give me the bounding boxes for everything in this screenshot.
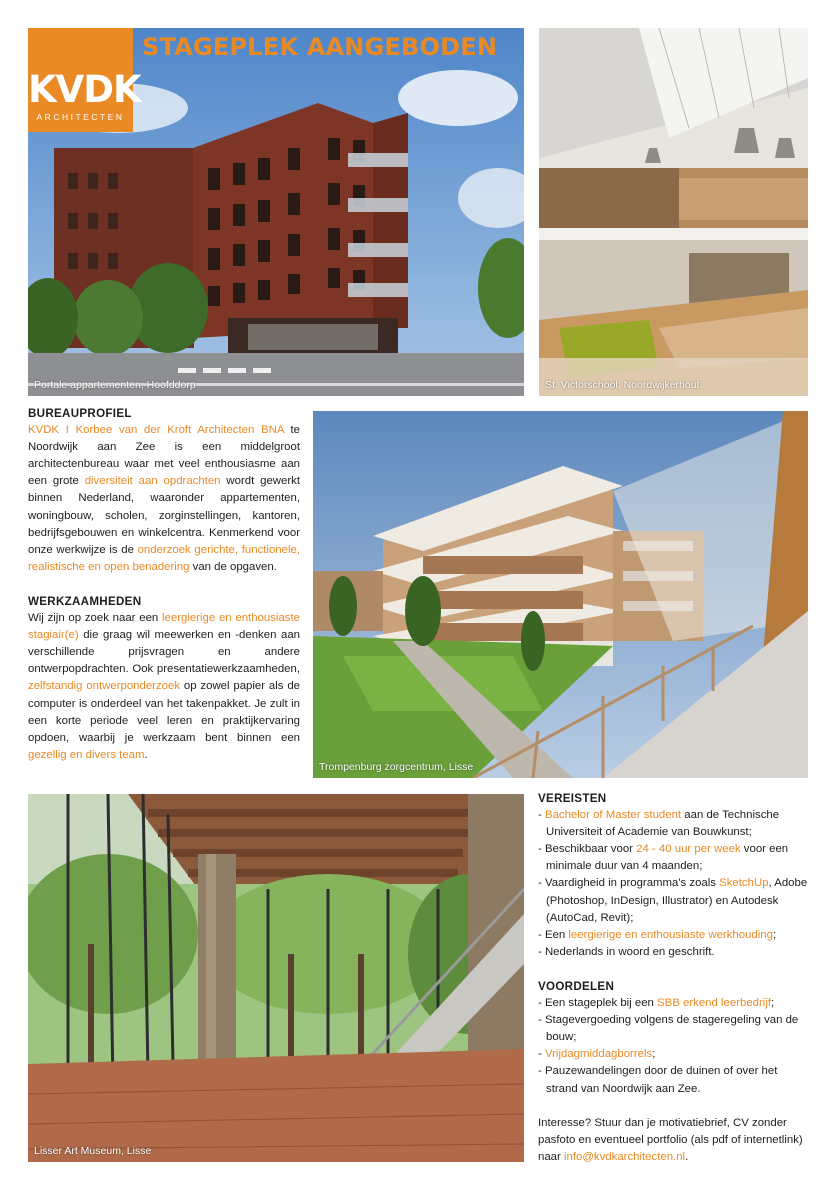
list-item: - Beschikbaar voor 24 - 40 uur per week voor een minimale duur van 4 maanden; bbox=[538, 843, 789, 873]
requirements-list bbox=[538, 807, 810, 961]
logo-text: KVDK bbox=[28, 68, 141, 111]
photo-caption: St. Victorschool, Noordwijkerhout bbox=[545, 379, 700, 391]
list-item: - Pauzewandelingen door de duinen of over het strand van Noordwijk aan Zee. bbox=[538, 1065, 778, 1095]
profile-section bbox=[28, 405, 300, 764]
list-item: - Bachelor of Master student aan de Technische Universiteit of Academie van Bouwkunst; bbox=[538, 809, 780, 839]
logo-subtext: ARCHITECTEN bbox=[36, 112, 125, 122]
requirements-heading: VEREISTEN bbox=[538, 792, 607, 805]
company-name: KVDK I Korbee van der Kroft Architecten BNA bbox=[28, 424, 284, 437]
work-highlight: leergierige en enthousiaste stagiair(e) bbox=[28, 612, 300, 642]
work-highlight: gezellig en divers team bbox=[28, 748, 145, 761]
kvdk-logo bbox=[28, 28, 141, 132]
profile-highlight: onderzoek gerichte, functionele, realistische en open benadering bbox=[28, 543, 300, 573]
requirements-section bbox=[538, 790, 810, 1166]
photo-caption: Trompenburg zorgcentrum, Lisse bbox=[319, 761, 474, 773]
profile-paragraph: KVDK I Korbee van der Kroft Architecten BNA te Noordwijk aan Zee is een middelgroot architectenbureau waar met veel enthousiasme aan een grote diversiteit aan opdrachten wordt gewerkt binnen Nederland, waaronder appartementen, woningbouw, scholen, zorginstellingen, kantoren, bedrijfsgebouwen en winkelcentra. Kenmerkend voor onze werkwijze is de onderzoek gerichte, functionele, realistische en open benadering van de opgaven. bbox=[28, 424, 301, 573]
benefits-heading: VOORDELEN bbox=[538, 979, 615, 993]
photo-caption: Lisser Art Museum, Lisse bbox=[34, 1145, 152, 1157]
profile-highlight: diversiteit aan opdrachten bbox=[84, 475, 221, 488]
email-link[interactable]: info@kvdkarchitecten.nl bbox=[563, 1150, 686, 1163]
list-item: - Vrijdagmiddagborrels; bbox=[538, 1048, 656, 1061]
photo-caption: Portale appartementen, Hoofddorp bbox=[34, 379, 196, 391]
museum-interior-image bbox=[28, 794, 524, 1162]
list-item: - Een stageplek bij een SBB erkend leerbedrijf; bbox=[538, 997, 775, 1010]
contact-paragraph: Interesse? Stuur dan je motivatiebrief, CV zonder pasfoto en eventueel portfolio (als pdf of internetlink) naar info@kvdkarchitecten.nl. bbox=[538, 1116, 803, 1163]
work-heading: WERKZAAMHEDEN bbox=[28, 594, 142, 608]
profile-heading: BUREAUPROFIEL bbox=[28, 407, 132, 420]
list-item: - Nederlands in woord en geschrift. bbox=[538, 945, 715, 958]
list-item: - Stagevergoeding volgens de stageregeling van de bouw; bbox=[538, 1014, 799, 1044]
work-highlight: zelfstandig ontwerponderzoek bbox=[28, 680, 181, 693]
trompenburg-building-image bbox=[313, 411, 808, 778]
photo-lisser-museum bbox=[28, 794, 524, 1162]
list-item: - Een leergierige en enthousiaste werkhouding; bbox=[538, 928, 777, 941]
benefits-list bbox=[538, 995, 810, 1098]
list-item: - Vaardigheid in programma's zoals SketchUp, Adobe (Photoshop, InDesign, Illustrator) en Autodesk (AutoCad, Revit); bbox=[538, 877, 808, 924]
photo-trompenburg bbox=[313, 411, 808, 778]
victorschool-interior-image bbox=[539, 28, 808, 396]
page-headline: STAGEPLEK AANGEBODEN bbox=[142, 33, 498, 61]
photo-victorschool bbox=[539, 28, 808, 396]
work-paragraph: Wij zijn op zoek naar een leergierige en enthousiaste stagiair(e) die graag wil meewerken en -denken aan verschillende prijsvragen en andere ontwerpopdrachten. Ook presentatiewerkzaamheden, zelfstandig ontwerponderzoek op zowel papier als de computer is onderdeel van het takenpakket. Je zult in een korte periode veel leren en praktijkervaring opdoen, waarbij je werkzaam bent binnen een gezellig en divers team. bbox=[28, 612, 300, 761]
